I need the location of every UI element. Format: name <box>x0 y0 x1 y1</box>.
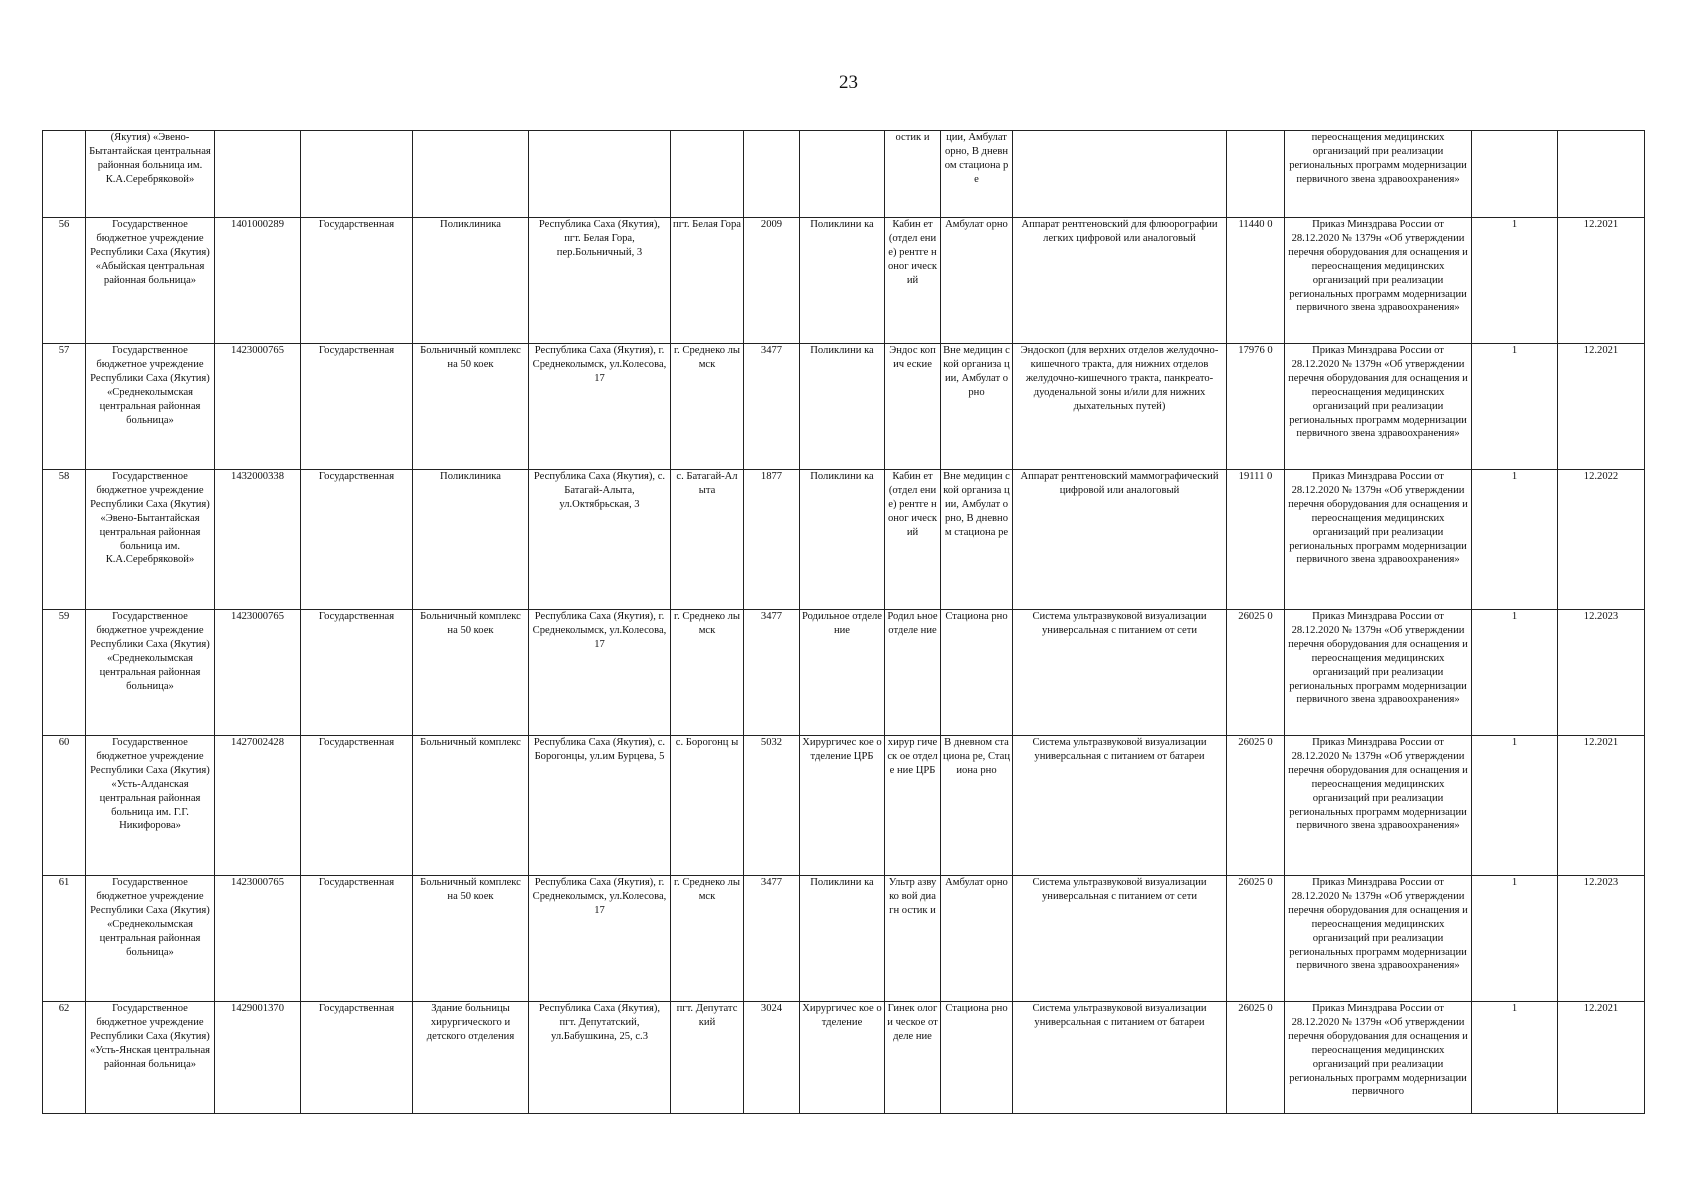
table-row <box>43 131 1645 218</box>
cell-equipment: Система ультразвуковой визуализации универсальная с питанием от батареи <box>1013 736 1227 876</box>
cell-address <box>529 131 671 218</box>
cell-locality <box>671 131 744 218</box>
table-row <box>43 736 1645 876</box>
cell-building: Поликлиника <box>413 218 529 344</box>
cell-equipment: Аппарат рентгеновский для флюорографии легких цифровой или аналоговый <box>1013 218 1227 344</box>
table-row <box>43 1002 1645 1114</box>
cell-cabinet: остик и <box>885 131 941 218</box>
cell-cabinet: Кабин ет (отдел ение) рентге ноног ическ ий <box>885 218 941 344</box>
cell-form: Государственная <box>301 470 413 610</box>
cell-form <box>301 131 413 218</box>
table-row <box>43 610 1645 736</box>
cell-equipment: Система ультразвуковой визуализации универсальная с питанием от батареи <box>1013 1002 1227 1114</box>
cell-code: 1401000289 <box>215 218 301 344</box>
cell-cost: 17976 0 <box>1227 344 1285 470</box>
cell-name: Государственное бюджетное учреждение Республики Саха (Якутия) «Среднеколымская центральная районная больница» <box>86 344 215 470</box>
cell-equipment: Эндоскоп (для верхних отделов желудочно-кишечного тракта, для нижних отделов желудочно-кишечного тракта, панкреато-дуоденальной зоны и/или для нижних дыхательных путей) <box>1013 344 1227 470</box>
cell-num: 61 <box>43 876 86 1002</box>
cell-address: Республика Саха (Якутия), г. Среднеколымск, ул.Колесова, 17 <box>529 610 671 736</box>
cell-date <box>1558 131 1645 218</box>
cell-care: Вне медицин ской организа ции, Амбулат орно, В дневном стациона ре <box>941 470 1013 610</box>
cell-qty: 1 <box>1472 876 1558 1002</box>
cell-basis: Приказ Минздрава России от 28.12.2020 № 1379н «Об утверждении перечня оборудования для оснащения и переоснащения медицинских организаций при реализации региональных программ модернизации первичного звена здравоохранения» <box>1285 876 1472 1002</box>
cell-building: Больничный комплекс на 50 коек <box>413 876 529 1002</box>
cell-population: 3477 <box>744 610 800 736</box>
cell-building: Здание больницы хирургического и детского отделения <box>413 1002 529 1114</box>
table-row <box>43 876 1645 1002</box>
cell-locality: пгт. Депутатс кий <box>671 1002 744 1114</box>
cell-code: 1423000765 <box>215 876 301 1002</box>
cell-name: Государственное бюджетное учреждение Республики Саха (Якутия) «Абыйская центральная районная больница» <box>86 218 215 344</box>
cell-population: 1877 <box>744 470 800 610</box>
cell-basis: Приказ Минздрава России от 28.12.2020 № 1379н «Об утверждении перечня оборудования для оснащения и переоснащения медицинских организаций при реализации региональных программ модернизации первичного звена здравоохранения» <box>1285 344 1472 470</box>
cell-department: Родильное отделение <box>800 610 885 736</box>
cell-basis: Приказ Минздрава России от 28.12.2020 № 1379н «Об утверждении перечня оборудования для оснащения и переоснащения медицинских организаций при реализации региональных программ модернизации первичного <box>1285 1002 1472 1114</box>
cell-population: 5032 <box>744 736 800 876</box>
cell-num: 62 <box>43 1002 86 1114</box>
cell-building <box>413 131 529 218</box>
cell-cost: 26025 0 <box>1227 610 1285 736</box>
cell-form: Государственная <box>301 876 413 1002</box>
cell-department: Поликлини ка <box>800 876 885 1002</box>
table-row <box>43 344 1645 470</box>
cell-num <box>43 131 86 218</box>
cell-department: Хирургичес кое отделение <box>800 1002 885 1114</box>
cell-department: Поликлини ка <box>800 218 885 344</box>
cell-cost: 26025 0 <box>1227 736 1285 876</box>
cell-code: 1423000765 <box>215 610 301 736</box>
cell-address: Республика Саха (Якутия), с. Борогонцы, ул.им Бурцева, 5 <box>529 736 671 876</box>
cell-care: В дневном стациона ре, Стациона рно <box>941 736 1013 876</box>
cell-basis: переоснащения медицинских организаций при реализации региональных программ модернизации первичного звена здравоохранения» <box>1285 131 1472 218</box>
cell-locality: г. Среднеко лымск <box>671 876 744 1002</box>
cell-basis: Приказ Минздрава России от 28.12.2020 № 1379н «Об утверждении перечня оборудования для оснащения и переоснащения медицинских организаций при реализации региональных программ модернизации первичного звена здравоохранения» <box>1285 736 1472 876</box>
cell-name: Государственное бюджетное учреждение Республики Саха (Якутия) «Среднеколымская центральная районная больница» <box>86 876 215 1002</box>
cell-num: 60 <box>43 736 86 876</box>
cell-locality: г. Среднеко лымск <box>671 344 744 470</box>
cell-care: Амбулат орно <box>941 876 1013 1002</box>
cell-address: Республика Саха (Якутия), с. Батагай-Алыта, ул.Октябрьская, 3 <box>529 470 671 610</box>
cell-name: Государственное бюджетное учреждение Республики Саха (Якутия) «Усть-Алданская центральная районная больница им. Г.Г. Никифорова» <box>86 736 215 876</box>
cell-equipment: Система ультразвуковой визуализации универсальная с питанием от сети <box>1013 610 1227 736</box>
cell-qty: 1 <box>1472 610 1558 736</box>
cell-code <box>215 131 301 218</box>
cell-num: 59 <box>43 610 86 736</box>
cell-locality: с. Батагай-Алыта <box>671 470 744 610</box>
cell-date: 12.2023 <box>1558 876 1645 1002</box>
cell-population: 2009 <box>744 218 800 344</box>
cell-date: 12.2022 <box>1558 470 1645 610</box>
cell-qty: 1 <box>1472 470 1558 610</box>
cell-cost <box>1227 131 1285 218</box>
cell-num: 58 <box>43 470 86 610</box>
cell-name: Государственное бюджетное учреждение Республики Саха (Якутия) «Эвено-Бытантайская центральная районная больница им. К.А.Серебряковой» <box>86 470 215 610</box>
cell-care: ции, Амбулат орно, В дневном стациона ре <box>941 131 1013 218</box>
cell-date: 12.2021 <box>1558 1002 1645 1114</box>
cell-code: 1432000338 <box>215 470 301 610</box>
cell-basis: Приказ Минздрава России от 28.12.2020 № 1379н «Об утверждении перечня оборудования для оснащения и переоснащения медицинских организаций при реализации региональных программ модернизации первичного звена здравоохранения» <box>1285 470 1472 610</box>
cell-care: Стациона рно <box>941 610 1013 736</box>
cell-cabinet: хирур гическ ое отделе ние ЦРБ <box>885 736 941 876</box>
cell-code: 1429001370 <box>215 1002 301 1114</box>
cell-population: 3024 <box>744 1002 800 1114</box>
cell-name: (Якутия) «Эвено-Бытантайская центральная районная больница им. К.А.Серебряковой» <box>86 131 215 218</box>
cell-basis: Приказ Минздрава России от 28.12.2020 № 1379н «Об утверждении перечня оборудования для оснащения и переоснащения медицинских организаций при реализации региональных программ модернизации первичного звена здравоохранения» <box>1285 610 1472 736</box>
cell-department: Поликлини ка <box>800 344 885 470</box>
cell-cabinet: Родил ьное отделе ние <box>885 610 941 736</box>
cell-name: Государственное бюджетное учреждение Республики Саха (Якутия) «Усть-Янская центральная районная больница» <box>86 1002 215 1114</box>
cell-department <box>800 131 885 218</box>
cell-form: Государственная <box>301 1002 413 1114</box>
cell-cabinet: Кабин ет (отдел ение) рентге ноног ическ ий <box>885 470 941 610</box>
cell-population: 3477 <box>744 344 800 470</box>
cell-building: Больничный комплекс на 50 коек <box>413 344 529 470</box>
cell-form: Государственная <box>301 344 413 470</box>
cell-qty: 1 <box>1472 736 1558 876</box>
cell-qty: 1 <box>1472 1002 1558 1114</box>
cell-cost: 11440 0 <box>1227 218 1285 344</box>
cell-equipment <box>1013 131 1227 218</box>
cell-building: Больничный комплекс на 50 коек <box>413 610 529 736</box>
cell-form: Государственная <box>301 736 413 876</box>
cell-care: Вне медицин ской организа ции, Амбулат орно <box>941 344 1013 470</box>
cell-locality: с. Борогонц ы <box>671 736 744 876</box>
cell-department: Хирургичес кое отделение ЦРБ <box>800 736 885 876</box>
cell-form: Государственная <box>301 610 413 736</box>
cell-cost: 19111 0 <box>1227 470 1285 610</box>
cell-num: 56 <box>43 218 86 344</box>
cell-address: Республика Саха (Якутия), г. Среднеколымск, ул.Колесова, 17 <box>529 344 671 470</box>
cell-qty: 1 <box>1472 218 1558 344</box>
cell-code: 1427002428 <box>215 736 301 876</box>
cell-equipment: Аппарат рентгеновский маммографический цифровой или аналоговый <box>1013 470 1227 610</box>
cell-address: Республика Саха (Якутия), пгт. Депутатский, ул.Бабушкина, 25, с.3 <box>529 1002 671 1114</box>
table-row <box>43 218 1645 344</box>
cell-date: 12.2021 <box>1558 344 1645 470</box>
cell-code: 1423000765 <box>215 344 301 470</box>
cell-basis: Приказ Минздрава России от 28.12.2020 № 1379н «Об утверждении перечня оборудования для оснащения и переоснащения медицинских организаций при реализации региональных программ модернизации первичного звена здравоохранения» <box>1285 218 1472 344</box>
cell-cabinet: Ультр азвуко вой диагн остик и <box>885 876 941 1002</box>
cell-population: 3477 <box>744 876 800 1002</box>
cell-qty <box>1472 131 1558 218</box>
cell-date: 12.2021 <box>1558 218 1645 344</box>
cell-locality: г. Среднеко лымск <box>671 610 744 736</box>
cell-equipment: Система ультразвуковой визуализации универсальная с питанием от сети <box>1013 876 1227 1002</box>
cell-care: Амбулат орно <box>941 218 1013 344</box>
cell-name: Государственное бюджетное учреждение Республики Саха (Якутия) «Среднеколымская центральная районная больница» <box>86 610 215 736</box>
cell-date: 12.2023 <box>1558 610 1645 736</box>
cell-care: Стациона рно <box>941 1002 1013 1114</box>
page-number: 23 <box>839 72 858 93</box>
cell-cabinet: Гинек ологи ческое отделе ние <box>885 1002 941 1114</box>
cell-address: Республика Саха (Якутия), пгт. Белая Гора, пер.Больничный, 3 <box>529 218 671 344</box>
equipment-registry-table <box>42 130 1645 1114</box>
cell-cabinet: Эндос копич еские <box>885 344 941 470</box>
cell-building: Больничный комплекс <box>413 736 529 876</box>
cell-qty: 1 <box>1472 344 1558 470</box>
cell-form: Государственная <box>301 218 413 344</box>
table-row <box>43 470 1645 610</box>
cell-date: 12.2021 <box>1558 736 1645 876</box>
cell-address: Республика Саха (Якутия), г. Среднеколымск, ул.Колесова, 17 <box>529 876 671 1002</box>
cell-department: Поликлини ка <box>800 470 885 610</box>
cell-cost: 26025 0 <box>1227 876 1285 1002</box>
cell-building: Поликлиника <box>413 470 529 610</box>
cell-locality: пгт. Белая Гора <box>671 218 744 344</box>
cell-cost: 26025 0 <box>1227 1002 1285 1114</box>
cell-population <box>744 131 800 218</box>
cell-num: 57 <box>43 344 86 470</box>
